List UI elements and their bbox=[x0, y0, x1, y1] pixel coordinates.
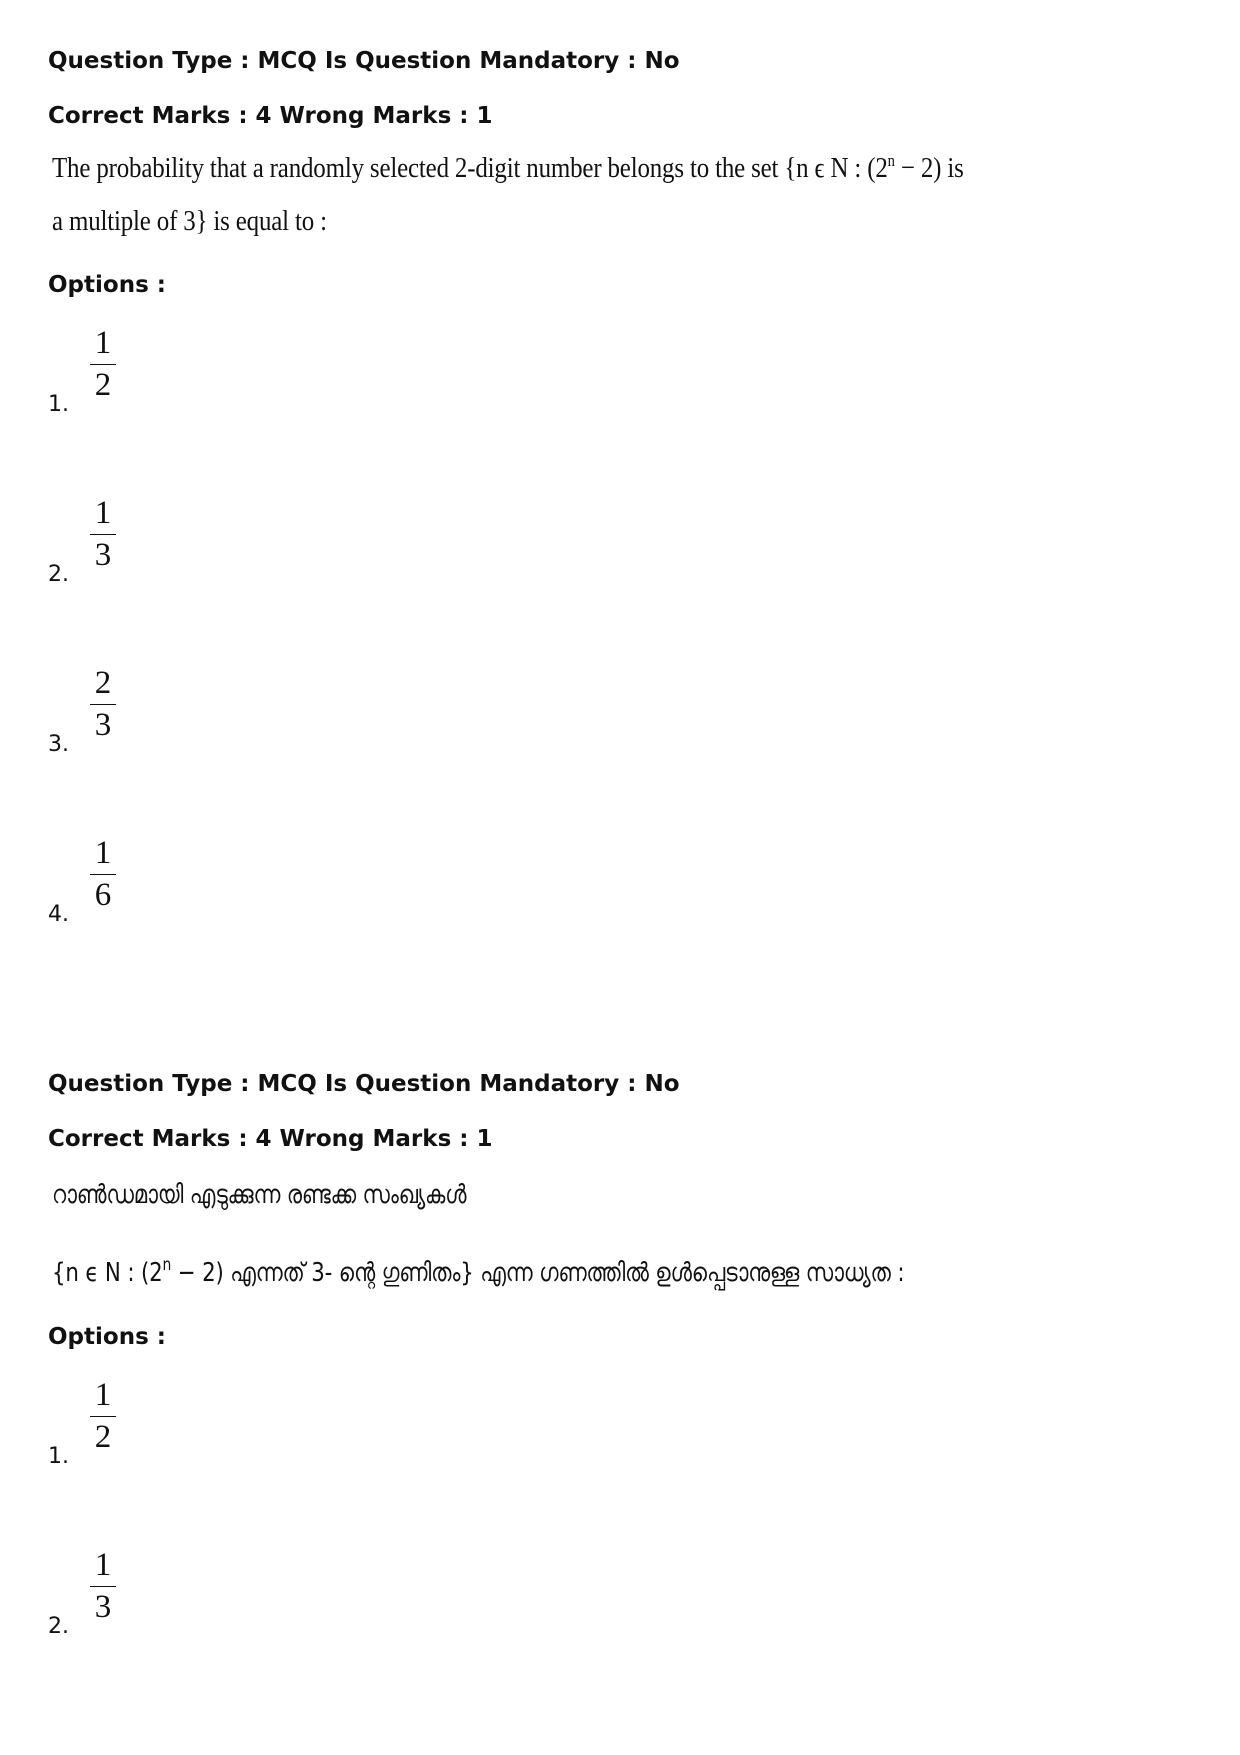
fraction-numerator: 1 bbox=[94, 325, 112, 361]
fraction-numerator: 1 bbox=[94, 1547, 112, 1583]
fraction-bar bbox=[90, 364, 116, 365]
marks-line: Correct Marks : 4 Wrong Marks : 1 bbox=[48, 1126, 493, 1152]
fraction-numerator: 1 bbox=[94, 835, 112, 871]
fraction-denominator: 2 bbox=[94, 1419, 112, 1455]
question-text-part: − 2) എന്നത് 3- ന്റെ ഗുണിതം} എന്ന ഗണത്തിൽ ഉൾപ്പെടാനുള്ള സാധ്യത : bbox=[171, 1258, 905, 1288]
question-text-part: The probability that a randomly selected 2-digit number belongs to the set {n ϵ N : (2 bbox=[52, 152, 888, 184]
options-label: Options : bbox=[48, 272, 166, 298]
option-number: 1. bbox=[48, 1444, 69, 1469]
question-type-header: Question Type : MCQ Is Question Mandatory : No bbox=[48, 1071, 680, 1097]
option-number: 2. bbox=[48, 562, 69, 587]
question-text-line-2 bbox=[52, 1255, 905, 1289]
option-number: 2. bbox=[48, 1614, 69, 1639]
superscript-n: n bbox=[162, 1255, 172, 1275]
fraction-bar bbox=[90, 704, 116, 705]
option-fraction[interactable] bbox=[90, 667, 116, 743]
option-fraction[interactable] bbox=[90, 1379, 116, 1455]
fraction-denominator: 3 bbox=[94, 1589, 112, 1625]
fraction-bar bbox=[90, 534, 116, 535]
fraction-numerator: 1 bbox=[94, 495, 112, 531]
fraction-denominator: 3 bbox=[94, 707, 112, 743]
question-text-line-1: റാൺഡമായി എടുക്കുന്ന രണ്ടക്ക സംഖ്യകൾ bbox=[52, 1180, 467, 1210]
fraction-denominator: 2 bbox=[94, 367, 112, 403]
option-number: 1. bbox=[48, 392, 69, 417]
question-text-part: − 2) is bbox=[894, 152, 964, 184]
option-fraction[interactable] bbox=[90, 497, 116, 573]
fraction-denominator: 6 bbox=[94, 877, 112, 913]
question-text-line-1 bbox=[52, 152, 964, 185]
fraction-denominator: 3 bbox=[94, 537, 112, 573]
fraction-bar bbox=[90, 1586, 116, 1587]
option-fraction[interactable] bbox=[90, 837, 116, 913]
fraction-numerator: 1 bbox=[94, 1377, 112, 1413]
question-type-header: Question Type : MCQ Is Question Mandatory : No bbox=[48, 48, 680, 74]
option-fraction[interactable] bbox=[90, 327, 116, 403]
fraction-bar bbox=[90, 874, 116, 875]
fraction-numerator: 2 bbox=[94, 665, 112, 701]
option-number: 3. bbox=[48, 732, 69, 757]
option-number: 4. bbox=[48, 902, 69, 927]
question-text-line-2: a multiple of 3} is equal to : bbox=[52, 205, 327, 237]
superscript-n: n bbox=[887, 151, 895, 170]
marks-line: Correct Marks : 4 Wrong Marks : 1 bbox=[48, 103, 493, 129]
option-fraction[interactable] bbox=[90, 1549, 116, 1625]
fraction-bar bbox=[90, 1416, 116, 1417]
options-label: Options : bbox=[48, 1324, 166, 1350]
question-text-part: {n ϵ N : (2 bbox=[52, 1258, 163, 1288]
